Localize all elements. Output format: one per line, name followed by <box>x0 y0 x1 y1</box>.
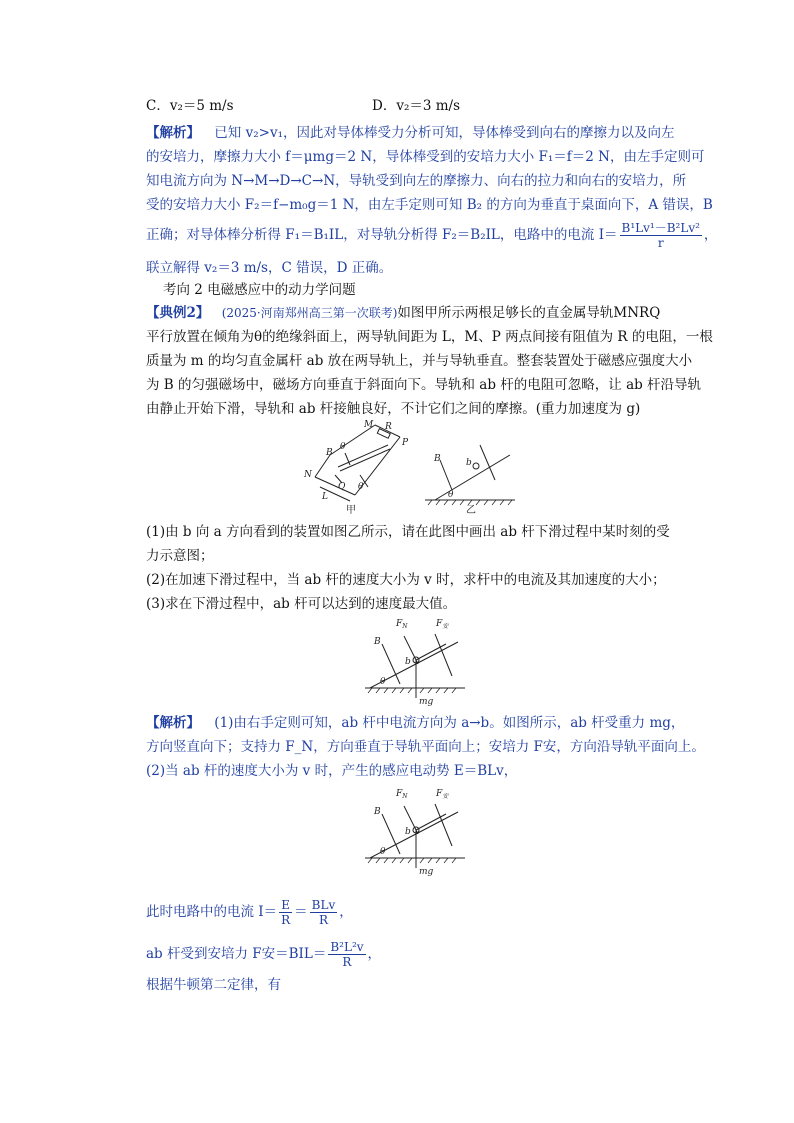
question-3: (3)求在下滑过程中，ab 杆可以达到的速度最大值。 <box>146 596 457 612</box>
fig2-label-theta: θ <box>380 677 386 687</box>
fig1-label-yi: 乙 <box>466 505 476 515</box>
fig1-label-q: Q <box>338 482 346 492</box>
option-c: C．v₂＝5 m/s <box>146 98 234 114</box>
fig1-yi-label-bpoint: b <box>466 458 472 468</box>
example-line3: 质量为 m 的均匀直金属杆 ab 放在两导轨上，并与导轨垂直。整套装置处于磁感应强度大小 <box>146 353 693 369</box>
fig1-label-m: M <box>364 420 374 430</box>
analysis1-line6: 联立解得 v₂＝3 m/s，C 错误，D 正确。 <box>146 260 393 276</box>
analysis1-line2: 的安培力，摩擦力大小 f＝μmg＝2 N，导体棒受到的安培力大小 F₁＝f＝2 N，由左手定则可 <box>146 149 705 165</box>
example-line5: 由静止开始下滑，导轨和 ab 杆接触良好，不计它们之间的摩擦。(重力加速度为 g) <box>146 401 641 417</box>
fig1-label-n: N <box>304 470 312 480</box>
analysis2-line2: 方向竖直向下；支持力 F_N，方向垂直于导轨平面向上；安培力 F安，方向沿导轨平面向上。 <box>146 739 705 755</box>
option-d: D．v₂＝3 m/s <box>372 98 461 114</box>
example-source: (2025·河南郑州高三第一次联考) <box>221 306 398 320</box>
fraction-blv-r-num: BLv <box>311 898 336 912</box>
example-text1: 如图甲所示两根足够长的直金属导轨MNRQ <box>397 305 661 321</box>
fig1-label-b: B <box>326 448 333 458</box>
example-line1 <box>146 303 660 323</box>
fig1-label-p: P <box>402 438 409 448</box>
tail-text1: 此时电路中的电流 I＝ <box>146 904 278 920</box>
example-line4: 为 B 的匀强磁场中，磁场方向垂直于斜面向下。导轨和 ab 杆的电阻可忽略，让 ab 杆沿导轨 <box>146 377 702 393</box>
analysis1-tag: 【解析】 <box>146 125 200 141</box>
analysis1-text5b: ， <box>703 227 718 243</box>
analysis1-line5 <box>146 221 717 250</box>
tail-line3: 根据牛顿第二定律，有 <box>146 977 281 993</box>
fig1-label-jia: 甲 <box>346 505 356 515</box>
fig1-label-l: L <box>322 492 328 502</box>
fig3-label-mg: mg <box>419 867 434 876</box>
fraction-e-r <box>279 898 292 927</box>
current-fraction-num: B¹Lv¹－B²Lv² <box>621 221 700 235</box>
section-heading: 考向 2 电磁感应中的动力学问题 <box>163 282 356 298</box>
force-diagram-2 <box>360 784 472 876</box>
fig2-label-bpoint: b <box>405 657 411 667</box>
fig3-label-b: B <box>374 807 381 817</box>
tail-text1b: ， <box>339 904 353 920</box>
analysis2-tag: 【解析】 <box>146 715 200 731</box>
fig3-label-fn: $F_N$ <box>396 789 408 800</box>
tail-eq: ＝ <box>294 904 308 920</box>
tail-text2: ab 杆受到安培力 F安＝BIL＝ <box>146 946 327 962</box>
fig1-label-theta2: θ <box>358 482 364 492</box>
fig2-label-mg: mg <box>419 697 434 706</box>
force-diagram-1 <box>360 614 472 706</box>
tail-line2 <box>146 940 381 969</box>
fraction-ampere-num: B²L²v <box>330 940 364 954</box>
fraction-ampere-den: R <box>342 955 352 969</box>
fraction-blv-r-den: R <box>318 913 328 927</box>
tail-text2b: ， <box>367 946 382 962</box>
fig2-label-fan: $F_安$ <box>436 619 449 630</box>
question-1b: 力示意图； <box>146 548 214 564</box>
fig1-yi-label-theta: θ <box>448 490 454 500</box>
fraction-blv-r <box>310 898 338 927</box>
analysis1-text1: 已知 v₂>v₁，因此对导体棒受力分析可知，导体棒受到向右的摩擦力以及向左 <box>214 125 675 141</box>
fig1-yi-label-b: B <box>434 454 441 464</box>
analysis1-line1 <box>146 123 674 143</box>
analysis1-line4: 受的安培力大小 F₂＝f−m₀g＝1 N，由左手定则可知 B₂ 的方向为垂直于桌面向下，A 错误，B <box>146 197 713 213</box>
example-line2: 平行放置在倾角为θ的绝缘斜面上，两导轨间距为 L，M、P 两点间接有阻值为 R 的电阻，一根 <box>146 329 713 345</box>
current-fraction <box>620 221 702 250</box>
analysis2-text1: (1)由右手定则可知，ab 杆中电流方向为 a→b。如图所示，ab 杆受重力 mg， <box>214 715 685 731</box>
fig2-label-b: B <box>374 637 381 647</box>
analysis2-line1 <box>146 713 684 733</box>
fig1-label-theta: θ <box>340 442 346 452</box>
fraction-e-r-num: E <box>279 898 292 913</box>
fig3-label-theta: θ <box>380 847 386 857</box>
current-fraction-den: r <box>657 236 664 250</box>
fraction-ampere <box>328 940 365 969</box>
fig2-label-fn: $F_N$ <box>396 619 408 630</box>
fig3-label-fan: $F_安$ <box>436 789 449 800</box>
fig3-label-bpoint: b <box>405 827 411 837</box>
question-1a: (1)由 b 向 a 方向看到的装置如图乙所示，请在此图中画出 ab 杆下滑过程中某时刻的受 <box>146 524 670 540</box>
analysis1-text5: 正确；对导体棒分析得 F₁＝B₁IL，对导轨分析得 F₂＝B₂IL，电路中的电流 I＝ <box>146 227 618 243</box>
example-tag: 【典例2】 <box>146 305 210 321</box>
fraction-e-r-den: R <box>281 913 291 927</box>
analysis1-line3: 知电流方向为 N→M→D→C→N，导轨受到向左的摩擦力、向右的拉力和向右的安培力，所 <box>146 173 687 189</box>
analysis2-line3: (2)当 ab 杆的速度大小为 v 时，产生的感应电动势 E＝BLv， <box>146 763 518 779</box>
tail-line1 <box>146 898 353 927</box>
figure-jia-yi <box>290 415 530 515</box>
question-2: (2)在加速下滑过程中，当 ab 杆的速度大小为 v 时，求杆中的电流及其加速度的大小； <box>146 572 666 588</box>
fig1-label-r: R <box>385 422 392 432</box>
